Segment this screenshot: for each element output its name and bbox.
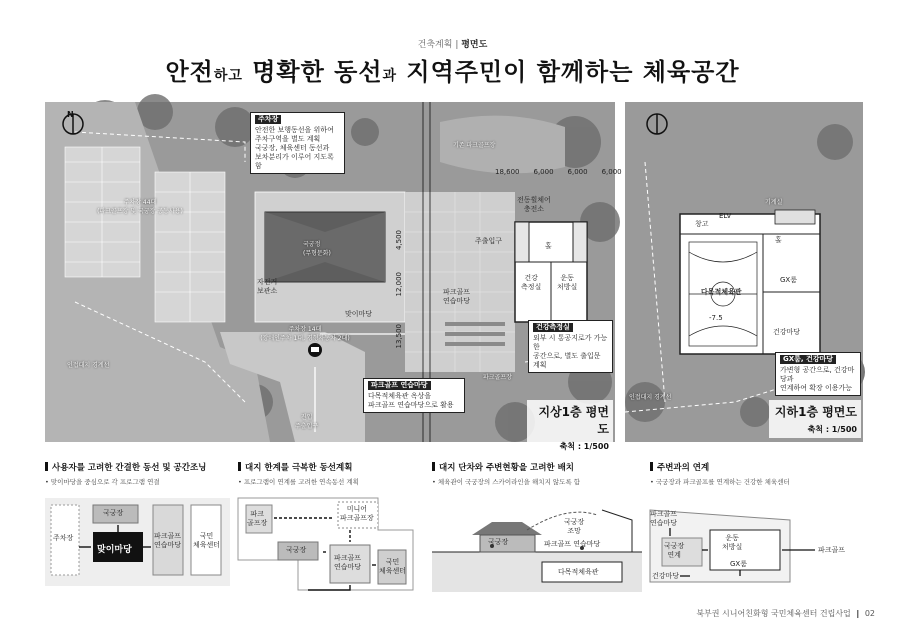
madang-label: 맞이마당 — [345, 310, 373, 318]
gx-room-label: GX룸 — [780, 276, 797, 284]
footer-project: 북부권 시니어친화형 국민체육센터 건립사업 — [696, 609, 851, 618]
circulation-diagram — [238, 490, 423, 595]
north-label: N — [67, 110, 74, 119]
title-part: 명확한 동선 — [242, 58, 383, 86]
diagram-archery: 국궁장 — [103, 509, 124, 517]
d4-motion-2: 처방실 — [722, 543, 743, 551]
section-heading-text: 대지 한계를 극복한 동선계획 — [245, 463, 353, 473]
bike-text: 자전거 — [257, 278, 278, 286]
section-heading — [432, 461, 642, 473]
parking-small-label — [235, 324, 375, 342]
archery-text: 국궁정 — [303, 241, 321, 248]
top-dimensions — [495, 168, 622, 176]
archery-label — [303, 239, 331, 257]
d1-pg: 파크골프 — [154, 532, 182, 540]
diagram-parkgolf — [154, 532, 181, 550]
d4-center-2: 연계 — [667, 551, 681, 559]
gx-callout — [775, 352, 861, 396]
dim-value: 6,000 — [533, 168, 554, 176]
elev-text: 전동휠체어 — [517, 196, 551, 204]
elv-label: ELV — [719, 212, 732, 220]
zoning-diagram — [45, 490, 230, 595]
circulation-diagram-drawing — [238, 490, 423, 595]
plan-title: 지상1층 평면도 — [538, 405, 609, 436]
footer: 북부권 시니어친화형 국민체육센터 건립사업 | 02 — [696, 609, 875, 618]
title-part: 과 — [382, 68, 398, 84]
basement-floor-plan — [625, 102, 863, 442]
machine-room-label: 기계실 — [765, 199, 783, 206]
d2-park-2: 골프장 — [247, 519, 268, 527]
hall-label: 홀 — [545, 242, 552, 250]
section-1 — [45, 461, 235, 486]
d3-view — [564, 518, 584, 536]
d1-center2: 체육센터 — [193, 541, 221, 549]
existing-parkgolf-label: 기존 파크골프장 — [453, 142, 496, 149]
side-dim-3: 13,500 — [395, 324, 403, 349]
section-3 — [432, 461, 642, 486]
dim-value: 18,600 — [495, 168, 520, 176]
ground-plan-title-block — [527, 400, 613, 455]
callout-line: 연계하여 확장 이용가능 — [780, 384, 853, 392]
callout-line: 공간으로, 별도 출입문 계획 — [533, 352, 601, 369]
d4-pg-2: 연습마당 — [650, 519, 678, 527]
kicker-page: 평면도 — [461, 40, 488, 50]
main-entry-label — [295, 412, 318, 430]
d2-pg-1: 파크골프 — [334, 554, 362, 562]
d2-center-2: 체육센터 — [379, 567, 407, 575]
d4-motion — [722, 534, 742, 552]
section-2 — [238, 461, 428, 486]
d4-pg — [650, 510, 677, 528]
d4-motion-1: 운동 — [725, 534, 739, 542]
callout-line: 보차분리가 이루어 지도록 함 — [255, 153, 334, 170]
callout-heading: 주차장 — [255, 115, 281, 124]
section-subtitle: • 맞이마당을 중심으로 각 프로그램 연결 — [45, 478, 160, 486]
elevator-label — [517, 196, 551, 214]
d1-center: 국민 — [199, 532, 214, 540]
d4-gx: GX룸 — [730, 560, 747, 568]
d3-archery: 국궁장 — [488, 538, 509, 546]
d1-pg2: 연습마당 — [154, 541, 182, 549]
side-dim-2: 12,000 — [395, 272, 403, 297]
road-text-2: 주출입구 — [295, 423, 319, 430]
kicker-category: 건축계획 — [417, 40, 453, 50]
d4-center — [664, 542, 684, 560]
diagram-center — [193, 532, 220, 550]
kicker-separator: | — [455, 40, 459, 50]
section-heading — [238, 461, 428, 473]
motion-text: 운동 — [560, 274, 574, 282]
motion-text-2: 처방실 — [557, 283, 578, 291]
diagram-parking: 주차장 — [53, 534, 74, 542]
callout-line: 파크골프 연습마당으로 활용 — [368, 401, 454, 409]
health-text: 건강 — [524, 274, 538, 282]
callout-line: 가변형 공간으로, 건강마당과 — [780, 366, 855, 383]
d2-pg — [334, 554, 361, 572]
d2-mini-1: 미니어 — [346, 505, 368, 513]
bike-text-2: 보관소 — [257, 287, 278, 295]
callout-line: 다목적체육관 옥상을 — [368, 392, 432, 400]
diagram-madang: 맞이마당 — [97, 545, 132, 555]
section-heading-text: 사용자를 고려한 간결한 동선 및 공간조닝 — [52, 463, 207, 473]
section-heading — [45, 461, 235, 473]
gym-level: -7.5 — [709, 314, 723, 322]
dim-value: 6,000 — [567, 168, 588, 176]
health-callout — [528, 320, 613, 373]
b1-neighbor-label: 인접대지 경계선 — [629, 394, 672, 401]
archery-sub: (무형문화) — [303, 250, 331, 257]
footer-page: 02 — [864, 609, 875, 618]
health-text-2: 측정실 — [521, 283, 542, 291]
storage-label: 창고 — [695, 220, 709, 228]
d2-center-1: 국민 — [385, 558, 400, 566]
entry-label: 주출입구 — [475, 237, 503, 245]
neighbor-boundary-label: 인접대지 경계선 — [67, 362, 110, 369]
d2-pg-2: 연습마당 — [334, 563, 362, 571]
gym-label: 다목적체육관 — [701, 288, 742, 296]
callout-heading: 건강측정실 — [533, 323, 573, 332]
parking-callout — [250, 112, 345, 174]
d3-pg: 파크골프 연습마당 — [544, 540, 601, 548]
section-subtitle: • 국궁장과 파크골프를 연계하는 건강한 체육센터 — [650, 478, 790, 486]
parkgolf-text: 파크골프 — [443, 288, 471, 296]
road-text: 진입 — [300, 414, 313, 421]
plan-scale: 축척 : 1/500 — [807, 425, 857, 434]
parkgolf-callout — [363, 378, 465, 413]
section-diagram-drawing — [432, 490, 642, 595]
health-room-label — [521, 274, 541, 292]
section-4 — [650, 461, 860, 486]
parkgolf-text-2: 연습마당 — [443, 297, 471, 305]
d2-mini — [340, 505, 374, 523]
parking-big-text: 주차장 44대 — [123, 199, 157, 206]
neighbor-park-label: 파크골프장 — [483, 374, 512, 381]
d3-gym: 다목적체육관 — [558, 568, 599, 576]
page-kicker — [0, 37, 905, 50]
parking-small-text: 주차장 14대 — [288, 326, 322, 333]
d2-park-1: 파크 — [250, 510, 264, 518]
connection-diagram — [650, 490, 862, 595]
d2-center — [379, 558, 406, 576]
d2-archery: 국궁장 — [286, 546, 307, 554]
callout-line: 안전한 보행동선을 위하여 — [255, 126, 334, 134]
parking-big-sub: (파크골프장 및 국궁장 공동사용) — [97, 208, 183, 215]
plan-title: 지하1층 평면도 — [774, 405, 857, 419]
callout-heading: 파크골프 연습마당 — [368, 381, 431, 390]
parking-big-label — [75, 197, 205, 215]
elev-text-2: 충전소 — [523, 205, 545, 213]
section-subtitle: • 체육관이 국궁장의 스카이라인을 해치지 않도록 함 — [432, 478, 581, 486]
section-heading — [650, 461, 860, 473]
side-dim-1: 4,500 — [395, 230, 403, 251]
d3-view-1: 국궁장 — [564, 518, 585, 526]
ground-floor-plan — [45, 102, 622, 451]
d3-view-2: 조망 — [567, 527, 581, 535]
section-heading-text: 대지 단차와 주변현황을 고려한 배치 — [439, 463, 575, 473]
parking-small-sub: (장애인주차 1대, 경형자동차 2대) — [260, 335, 350, 342]
callout-heading: GX룸, 건강마당 — [780, 355, 836, 364]
d2-mini-2: 파크골프장 — [340, 514, 374, 522]
motion-room-label — [557, 274, 577, 292]
d4-pg-right: 파크골프 — [818, 546, 846, 554]
bike-label — [257, 278, 277, 296]
callout-line: 외부 시 통공지로가 가능한 — [533, 334, 608, 351]
d2-park — [247, 510, 267, 528]
title-part: 지역주민이 함께하는 체육공간 — [397, 58, 740, 86]
title-part: 안전 — [165, 58, 214, 86]
b1-hall-label: 홀 — [775, 236, 782, 244]
d4-yard: 건강마당 — [652, 572, 680, 580]
plan-scale: 축척 : 1/500 — [559, 442, 609, 451]
callout-line: 국궁장, 체육센터 동선과 — [255, 144, 330, 152]
dim-value: 6,000 — [601, 168, 622, 176]
health-yard-label: 건강마당 — [773, 328, 801, 336]
section-subtitle: • 프로그램이 연계를 고려한 연속동선 계획 — [238, 478, 359, 486]
parkgolf-label — [443, 288, 470, 306]
section-heading-text: 주변과의 연계 — [657, 463, 710, 473]
page-title — [0, 52, 905, 87]
section-diagram — [432, 490, 642, 595]
d4-center-1: 국궁장 — [664, 542, 685, 550]
callout-line: 주차구역을 별도 계획 — [255, 135, 321, 143]
basement-plan-title-block — [769, 400, 861, 438]
d4-pg-1: 파크골프 — [650, 510, 678, 518]
title-part: 하고 — [213, 68, 243, 84]
